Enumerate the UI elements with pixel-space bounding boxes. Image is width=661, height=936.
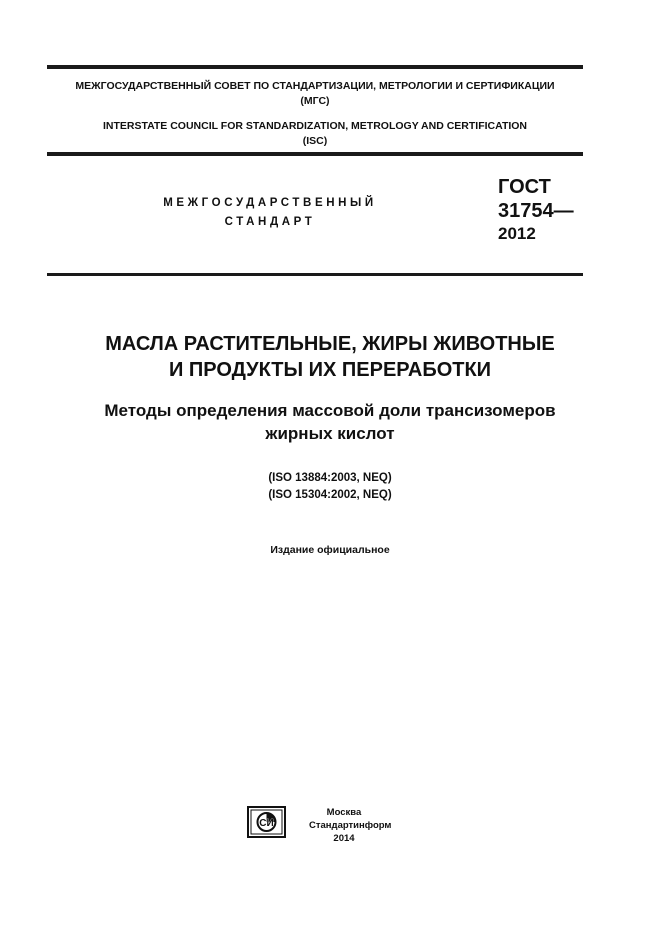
standard-type-label xyxy=(120,194,420,232)
designation-prefix: ГОСТ xyxy=(498,176,551,198)
council-english-name: INTERSTATE COUNCIL FOR STANDARDIZATION, METROLOGY AND CERTIFICATION xyxy=(102,120,528,132)
middle-rule xyxy=(47,152,583,156)
publisher-year: 2014 xyxy=(333,833,355,844)
subtitle-line2: жирных кислот xyxy=(265,424,395,443)
publisher-city: Москва xyxy=(326,807,362,818)
top-rule xyxy=(47,65,583,69)
iso-references xyxy=(30,470,630,504)
publisher-block xyxy=(309,806,392,845)
edition-note: Издание официальное xyxy=(270,544,390,556)
council-russian-name: МЕЖГОСУДАРСТВЕННЫЙ СОВЕТ ПО СТАНДАРТИЗАЦИИ, МЕТРОЛОГИИ И СЕРТИФИКАЦИИ xyxy=(75,80,555,92)
standard-type-line2: СТАНДАРТ xyxy=(224,216,316,228)
designation-year: 2012 xyxy=(498,224,536,243)
council-russian xyxy=(47,79,583,109)
title-line1: МАСЛА РАСТИТЕЛЬНЫЕ, ЖИРЫ ЖИВОТНЫЕ xyxy=(105,333,555,355)
iso-reference: (ISO 15304:2002, NEQ) xyxy=(268,489,392,501)
document-subtitle xyxy=(30,399,630,445)
publisher-logo-icon xyxy=(247,806,286,838)
council-russian-abbr: (МГС) xyxy=(300,95,330,107)
lower-rule xyxy=(47,273,583,276)
standard-type-line1: МЕЖГОСУДАРСТВЕННЫЙ xyxy=(163,197,377,209)
subtitle-line1: Методы определения массовой доли трансизомеров xyxy=(104,401,556,420)
document-title xyxy=(30,331,630,383)
title-line2: И ПРОДУКТЫ ИХ ПЕРЕРАБОТКИ xyxy=(168,359,492,381)
logo-letters: СИ xyxy=(259,818,274,829)
iso-reference: (ISO 13884:2003, NEQ) xyxy=(268,472,392,484)
standard-designation xyxy=(498,175,574,245)
designation-number: 31754— xyxy=(498,200,574,222)
publisher-name: Стандартинформ xyxy=(309,820,392,831)
council-english-abbr: (ISC) xyxy=(302,135,328,147)
council-english xyxy=(47,119,583,149)
